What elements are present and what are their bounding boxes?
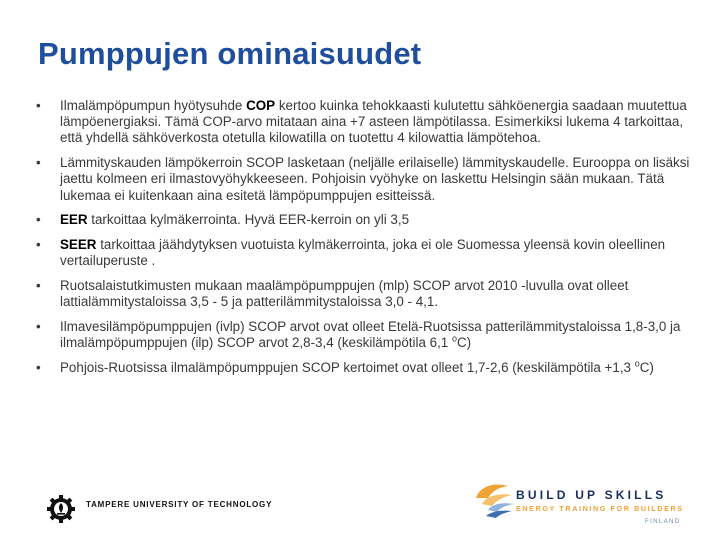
- bullet-marker: •: [36, 236, 41, 252]
- bullet-marker: •: [36, 359, 41, 375]
- degree-sup: o: [634, 358, 640, 369]
- bullet-marker: •: [36, 155, 41, 171]
- partner-country: FINLAND: [645, 518, 681, 525]
- gear-flame-logo-icon: [46, 494, 76, 524]
- bullet-scop: [36, 155, 702, 204]
- bullet-eer: [36, 212, 702, 228]
- bullet-marker: •: [36, 212, 41, 228]
- bullet-marker: •: [36, 318, 41, 334]
- university-name: TAMPERE UNIVERSITY OF TECHNOLOGY: [86, 500, 273, 509]
- bullet-seer: [36, 237, 702, 269]
- bullet-mlp-text: Ruotsalaistutkimusten mukaan maalämpöpumppujen (mlp) SCOP arvot 2010 -luvulla ovat olleet lattialämmitystaloissa 3,5 - 5 ja patterilämmitystaloissa 3,0 - 4,1.: [60, 277, 629, 310]
- bullet-seer-term: SEER: [60, 236, 97, 252]
- bullet-eer-term: EER: [60, 212, 88, 228]
- bullet-ivlp-post: C): [457, 334, 472, 350]
- bullet-ivlp: [36, 319, 702, 351]
- partner-title: BUILD UP SKILLS: [516, 488, 667, 502]
- bullet-eer-post: tarkoittaa kylmäkerrointa. Hyvä EER-kerroin on yli 3,5: [87, 212, 410, 228]
- bullet-cop-pre: Ilmalämpöpumpun hyötysuhde: [60, 98, 247, 113]
- bullet-cop-term: COP: [246, 98, 276, 113]
- bullet-cop-post: kertoo kuinka tehokkaasti kulutettu sähköenergia saadaan muutettua lämpöenergiaksi. Tämä COP-arvo mitataan aina +7 asteen lämpötilassa. Esimerkiksi lukema 4 tarkoittaa, että yhdellä sähköverkosta otetulla kilowatilla on tuotettu 4 kilowattia lämpötehoa.: [60, 98, 687, 146]
- degree-sup: o: [451, 333, 457, 344]
- bullet-north-post: C): [639, 359, 654, 375]
- bullet-ivlp-pre: Ilmavesilämpöpumppujen (ivlp) SCOP arvot ovat olleet Etelä-Ruotsissa patterilämmitystaloissa 1,8-3,0 ja ilmalämpöpumppujen (ilp) SCOP arvot 2,8-3,4 (keskilämpötila 6,1: [60, 318, 681, 350]
- bullet-scop-text: Lämmityskauden lämpökerroin SCOP lasketaan (neljälle erilaiselle) lämmityskaudelle. Eurooppa on lisäksi jaettu kolmeen eri ilmastovyöhykkeeseen. Pohjoisin vyöhyke on laskettu Helsingin sään mukaan. Tätä lukemaa ei kuitenkaan aina esitetä lämpöpumppujen esitteissä.: [60, 155, 690, 203]
- bullet-seer-post: tarkoittaa jäähdytyksen vuotuista kylmäkerrointa, joka ei ole Suomessa yleensä kovin oleellinen vertailuperuste .: [60, 236, 666, 269]
- bullet-north-pre: Pohjois-Ruotsissa ilmalämpöpumppujen SCOP kertoimet ovat olleet 1,7-2,6 (keskilämpötila +1,3: [60, 359, 635, 375]
- bullet-mlp: [36, 278, 702, 310]
- build-up-skills-logo-icon: [472, 478, 518, 522]
- partner-subtitle: ENERGY TRAINING FOR BUILDERS: [516, 504, 684, 513]
- bullet-cop: [36, 98, 702, 147]
- bullet-marker: •: [36, 98, 41, 113]
- bullet-north: [36, 360, 702, 376]
- bullet-marker: •: [36, 277, 41, 293]
- slide-title: Pumppujen ominaisuudet: [38, 36, 422, 71]
- bullet-list: [36, 98, 702, 384]
